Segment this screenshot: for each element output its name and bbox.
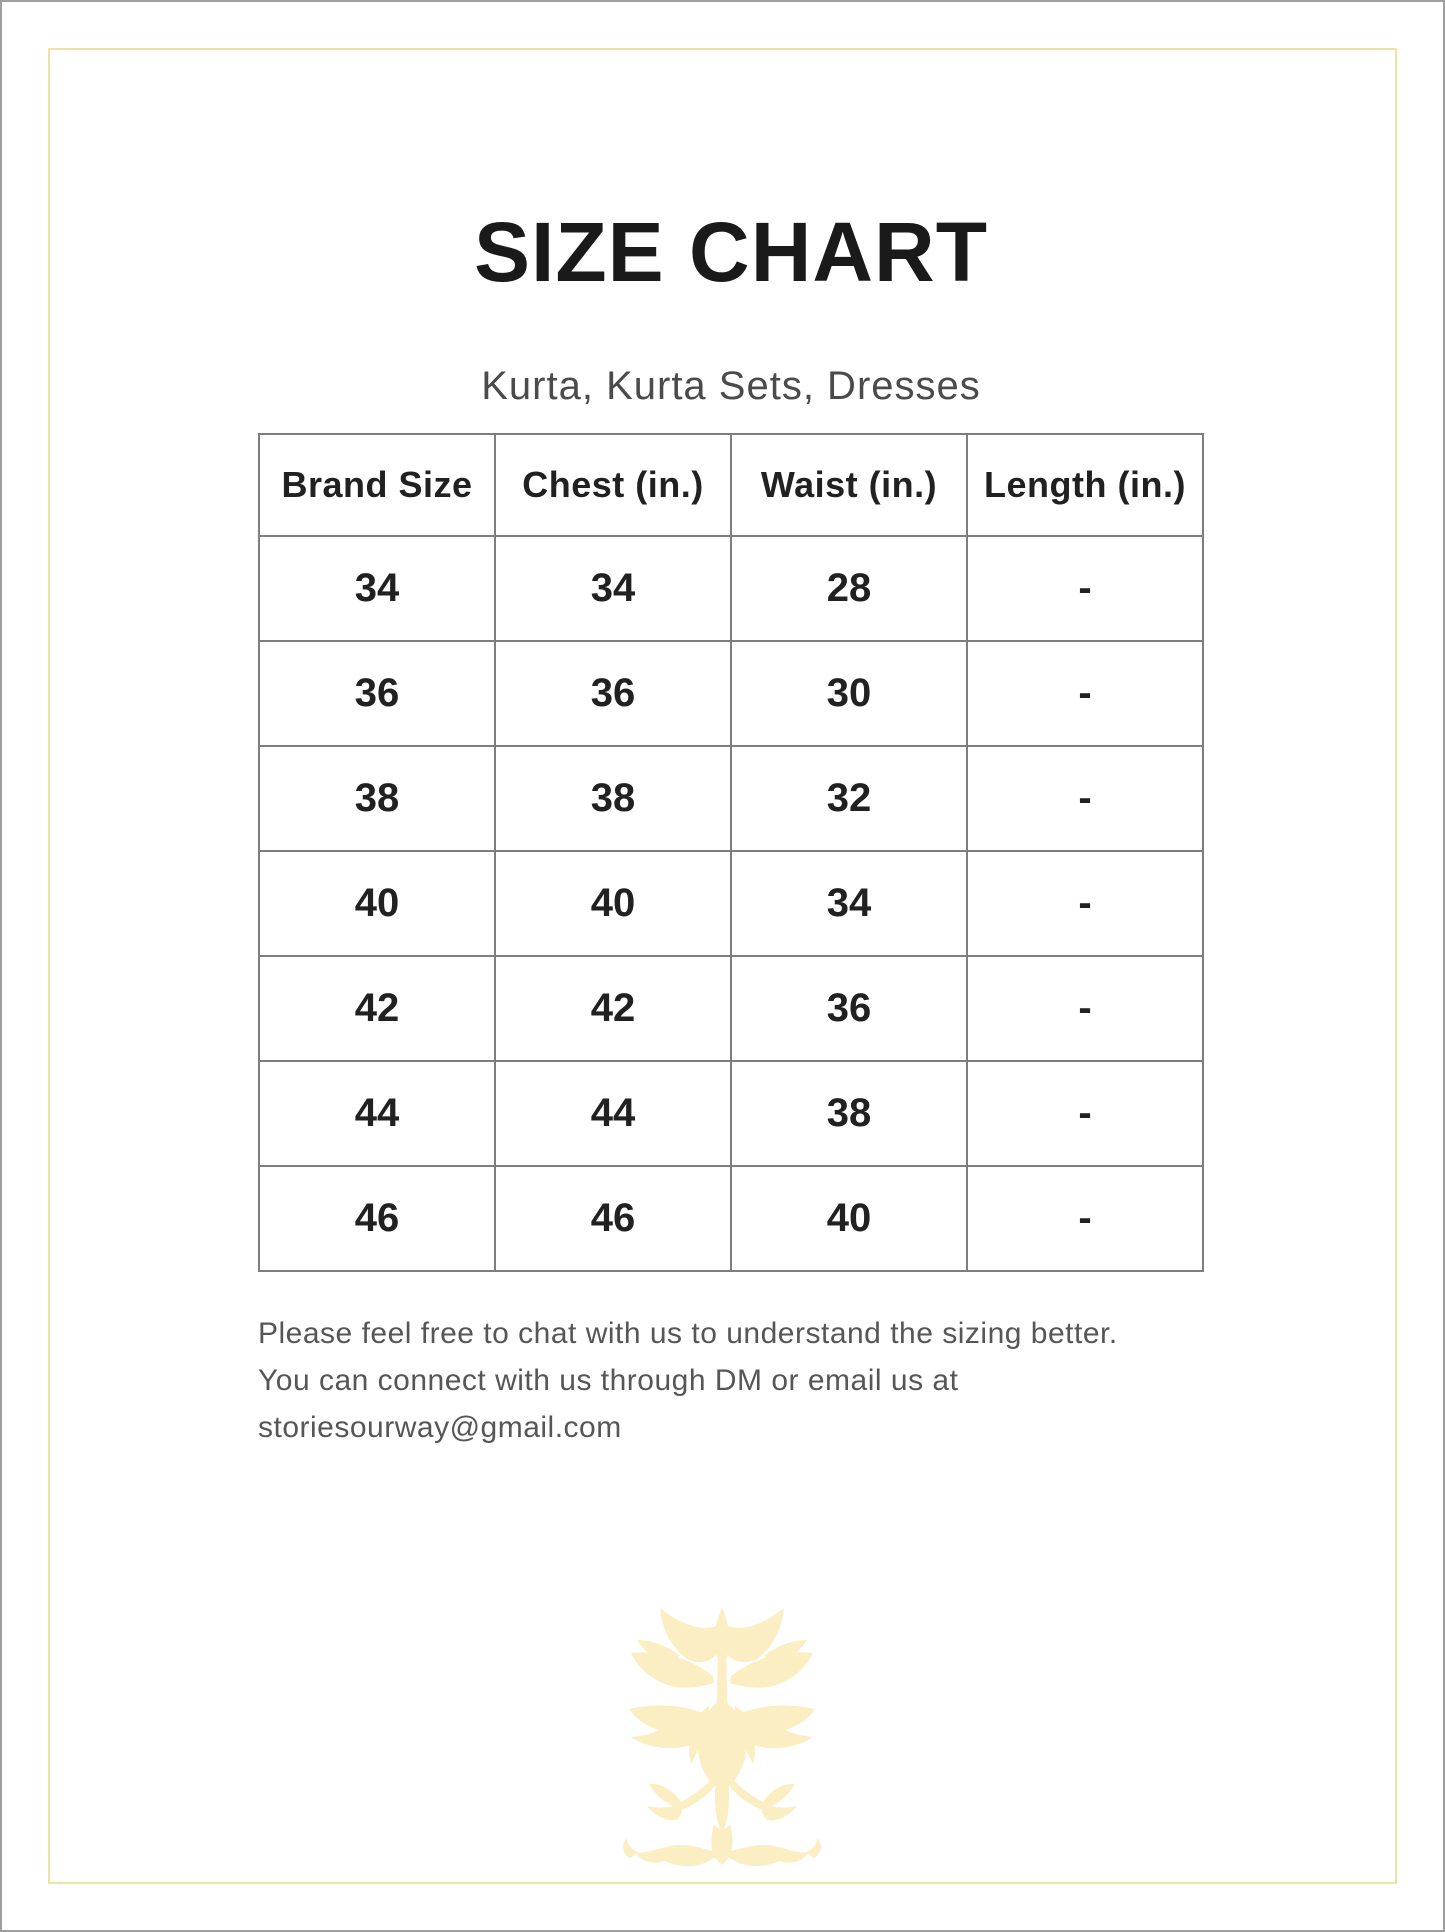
page-title: SIZE CHART <box>474 205 988 299</box>
column-header-brand-size: Brand Size <box>259 434 495 536</box>
footer-line-2: You can connect with us through DM or email us at <box>258 1364 959 1397</box>
floral-motif-shape <box>623 1608 821 1866</box>
footer-line-1: Please feel free to chat with us to understand the sizing better. <box>258 1317 1118 1350</box>
size-cell: 36 <box>731 956 967 1061</box>
size-cell: 46 <box>259 1166 495 1271</box>
size-cell: - <box>967 536 1203 641</box>
size-cell: 34 <box>259 536 495 641</box>
table-row <box>259 641 1203 746</box>
table-row <box>259 1166 1203 1271</box>
size-cell: - <box>967 851 1203 956</box>
size-cell: 40 <box>259 851 495 956</box>
page-subtitle: Kurta, Kurta Sets, Dresses <box>481 364 981 408</box>
size-cell: 28 <box>731 536 967 641</box>
column-header-chest: Chest (in.) <box>495 434 731 536</box>
table-row <box>259 956 1203 1061</box>
size-cell: 34 <box>731 851 967 956</box>
size-cell: 38 <box>259 746 495 851</box>
floral-motif-svg <box>616 1606 828 1870</box>
size-cell: 46 <box>495 1166 731 1271</box>
size-cell: 36 <box>495 641 731 746</box>
size-cell: 30 <box>731 641 967 746</box>
size-cell: 38 <box>731 1061 967 1166</box>
footer-note <box>258 1310 1204 1451</box>
table-row <box>259 536 1203 641</box>
size-cell: 36 <box>259 641 495 746</box>
size-cell: - <box>967 1061 1203 1166</box>
size-cell: - <box>967 1166 1203 1271</box>
floral-motif <box>616 1606 828 1870</box>
size-cell: - <box>967 641 1203 746</box>
table-row <box>259 746 1203 851</box>
size-cell: 32 <box>731 746 967 851</box>
size-table-header <box>259 434 1203 536</box>
size-cell: 40 <box>495 851 731 956</box>
size-chart-table <box>258 433 1204 1272</box>
column-header-length: Length (in.) <box>967 434 1203 536</box>
size-cell: 42 <box>495 956 731 1061</box>
size-cell: 40 <box>731 1166 967 1271</box>
header-row <box>259 434 1203 536</box>
size-cell: 34 <box>495 536 731 641</box>
size-cell: - <box>967 746 1203 851</box>
table-row <box>259 851 1203 956</box>
size-table-body <box>259 536 1203 1271</box>
size-cell: 42 <box>259 956 495 1061</box>
size-cell: 44 <box>495 1061 731 1166</box>
size-cell: - <box>967 956 1203 1061</box>
size-cell: 44 <box>259 1061 495 1166</box>
footer-email: storiesourway@gmail.com <box>258 1411 622 1444</box>
column-header-waist: Waist (in.) <box>731 434 967 536</box>
table-row <box>259 1061 1203 1166</box>
size-cell: 38 <box>495 746 731 851</box>
